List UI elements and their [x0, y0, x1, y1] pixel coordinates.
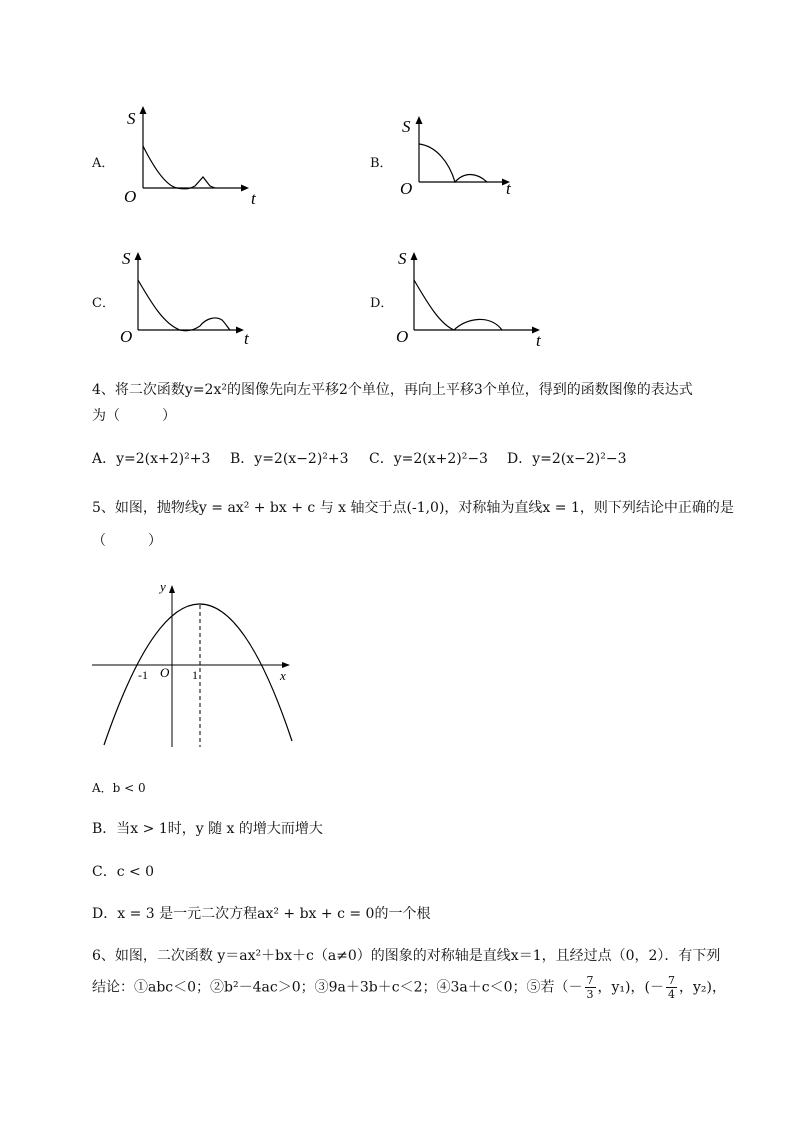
curve-d: [414, 280, 502, 330]
q6-line2-part-b: ，y₁)，(－: [597, 979, 664, 996]
curve-c: [138, 280, 230, 331]
tick-1: 1: [192, 668, 198, 682]
q4-option-a: A．y=2(x+2)²+3: [92, 451, 211, 467]
q6-stem-line1: 6、如图，二次函数 y＝ax²＋bx＋c（a≠0）的图象的对称轴是直线x＝1，且经过点（0，2）．有下列: [92, 948, 721, 964]
origin-label: O: [120, 327, 133, 346]
q5-option-c: C．c < 0: [92, 864, 155, 880]
fraction-7-4: $\frac{7}{4}$: [667, 974, 675, 1001]
origin-label: O: [396, 327, 409, 346]
graph-a: [115, 98, 265, 210]
t-label: t: [251, 189, 256, 208]
option-label: A．: [92, 156, 115, 171]
q5-stem-line2: （ ）: [92, 533, 162, 549]
q5-option-a: A．b < 0: [92, 781, 146, 795]
option-label: C．: [92, 296, 115, 311]
t-label: t: [244, 329, 249, 348]
origin-label: O: [400, 179, 413, 198]
q4-option-d: D．y=2(x−2)²−3: [507, 451, 627, 467]
graph-c: [116, 242, 261, 348]
q4-stem-line2: 为（ ）: [92, 408, 176, 424]
q6-line2-part-c: ，y₂)，: [678, 979, 726, 996]
origin-label: O: [124, 187, 137, 206]
option-label: D．: [370, 296, 394, 311]
q5-option-b: B．当x > 1时，y 随 x 的增大而增大: [92, 821, 323, 837]
graph-d: [394, 242, 554, 348]
s-label: S: [122, 249, 131, 268]
fraction-7-3: $\frac{7}{3}$: [586, 974, 594, 1001]
x-axis-label: x: [280, 668, 286, 683]
q4-option-c: C．y=2(x+2)²−3: [369, 451, 488, 467]
s-label: S: [398, 249, 407, 268]
origin-label: O: [160, 665, 170, 680]
q5-parabola-graph: [90, 575, 300, 755]
q4-option-b: B．y=2(x−2)²+3: [230, 451, 349, 467]
s-label: S: [127, 109, 136, 128]
t-label: t: [536, 331, 541, 348]
q6-line2-part-a: 结论：①abc＜0；②b²－4ac＞0；③9a＋3b＋c＜2；④3a＋c＜0；⑤若（－: [92, 979, 583, 996]
option-label: B．: [370, 156, 393, 171]
q6-stem-line2: [92, 974, 726, 1001]
s-label: S: [402, 117, 411, 136]
y-axis-label: y: [160, 579, 166, 594]
graph-b: [394, 110, 524, 200]
q4-stem-line1: 4、将二次函数y=2x²的图像先向左平移2个单位，再向上平移3个单位，得到的函数图像的表达式: [92, 382, 693, 398]
t-label: t: [506, 179, 511, 198]
tick-neg1: -1: [138, 668, 148, 682]
parabola-curve: [104, 604, 292, 745]
curve-b: [419, 144, 487, 182]
curve-a: [143, 146, 215, 189]
q5-stem-line1: 5、如图，抛物线y = ax² + bx + c 与 x 轴交于点(-1,0)，对称轴为直线x = 1，则下列结论中正确的是: [92, 500, 734, 516]
q5-option-d: D．x = 3 是一元二次方程ax² + bx + c = 0的一个根: [92, 906, 431, 922]
